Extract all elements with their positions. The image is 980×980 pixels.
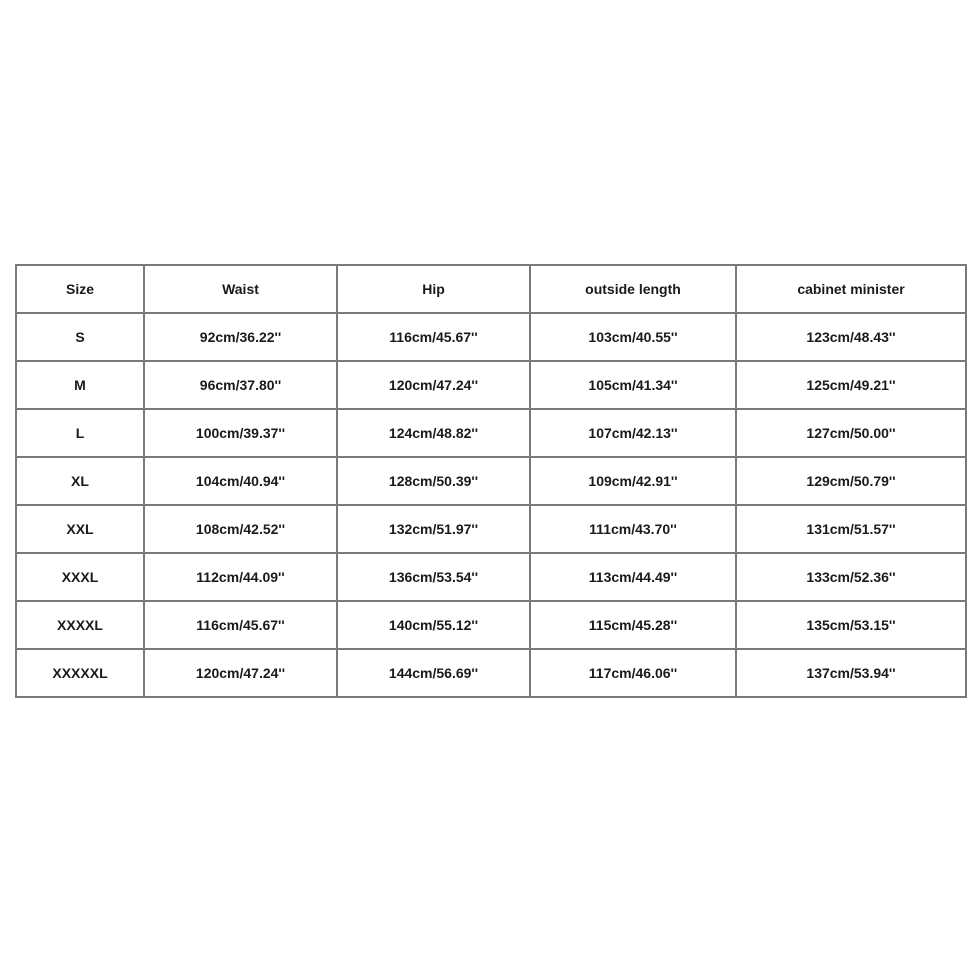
table-row [16,505,966,553]
table-row [16,409,966,457]
cabinet-minister-cell: 133cm/52.36'' [736,553,966,601]
outside-length-cell: 107cm/42.13'' [530,409,736,457]
header-row [16,265,966,313]
outside-length-cell: 109cm/42.91'' [530,457,736,505]
header-waist: Waist [144,265,337,313]
outside-length-cell: 115cm/45.28'' [530,601,736,649]
hip-cell: 132cm/51.97'' [337,505,530,553]
waist-cell: 116cm/45.67'' [144,601,337,649]
outside-length-cell: 113cm/44.49'' [530,553,736,601]
header-cabinet-minister: cabinet minister [736,265,966,313]
hip-cell: 116cm/45.67'' [337,313,530,361]
waist-cell: 104cm/40.94'' [144,457,337,505]
cabinet-minister-cell: 127cm/50.00'' [736,409,966,457]
size-cell: XXXXXL [16,649,144,697]
header-outside-length: outside length [530,265,736,313]
waist-cell: 120cm/47.24'' [144,649,337,697]
waist-cell: 100cm/39.37'' [144,409,337,457]
hip-cell: 128cm/50.39'' [337,457,530,505]
header-size: Size [16,265,144,313]
waist-cell: 96cm/37.80'' [144,361,337,409]
hip-cell: 124cm/48.82'' [337,409,530,457]
hip-cell: 140cm/55.12'' [337,601,530,649]
table-row [16,601,966,649]
waist-cell: 108cm/42.52'' [144,505,337,553]
outside-length-cell: 103cm/40.55'' [530,313,736,361]
table-row [16,361,966,409]
header-hip: Hip [337,265,530,313]
cabinet-minister-cell: 137cm/53.94'' [736,649,966,697]
cabinet-minister-cell: 123cm/48.43'' [736,313,966,361]
outside-length-cell: 111cm/43.70'' [530,505,736,553]
waist-cell: 92cm/36.22'' [144,313,337,361]
table-row [16,553,966,601]
waist-cell: 112cm/44.09'' [144,553,337,601]
size-cell: XXXXL [16,601,144,649]
table-row [16,313,966,361]
cabinet-minister-cell: 125cm/49.21'' [736,361,966,409]
size-cell: M [16,361,144,409]
hip-cell: 120cm/47.24'' [337,361,530,409]
table-header [16,265,966,313]
hip-cell: 136cm/53.54'' [337,553,530,601]
outside-length-cell: 105cm/41.34'' [530,361,736,409]
cabinet-minister-cell: 135cm/53.15'' [736,601,966,649]
cabinet-minister-cell: 131cm/51.57'' [736,505,966,553]
table-row [16,457,966,505]
size-cell: L [16,409,144,457]
cabinet-minister-cell: 129cm/50.79'' [736,457,966,505]
outside-length-cell: 117cm/46.06'' [530,649,736,697]
size-chart-table [15,264,967,698]
size-cell: XXL [16,505,144,553]
table-row [16,649,966,697]
size-cell: XL [16,457,144,505]
table-body [16,313,966,697]
size-cell: S [16,313,144,361]
hip-cell: 144cm/56.69'' [337,649,530,697]
size-cell: XXXL [16,553,144,601]
